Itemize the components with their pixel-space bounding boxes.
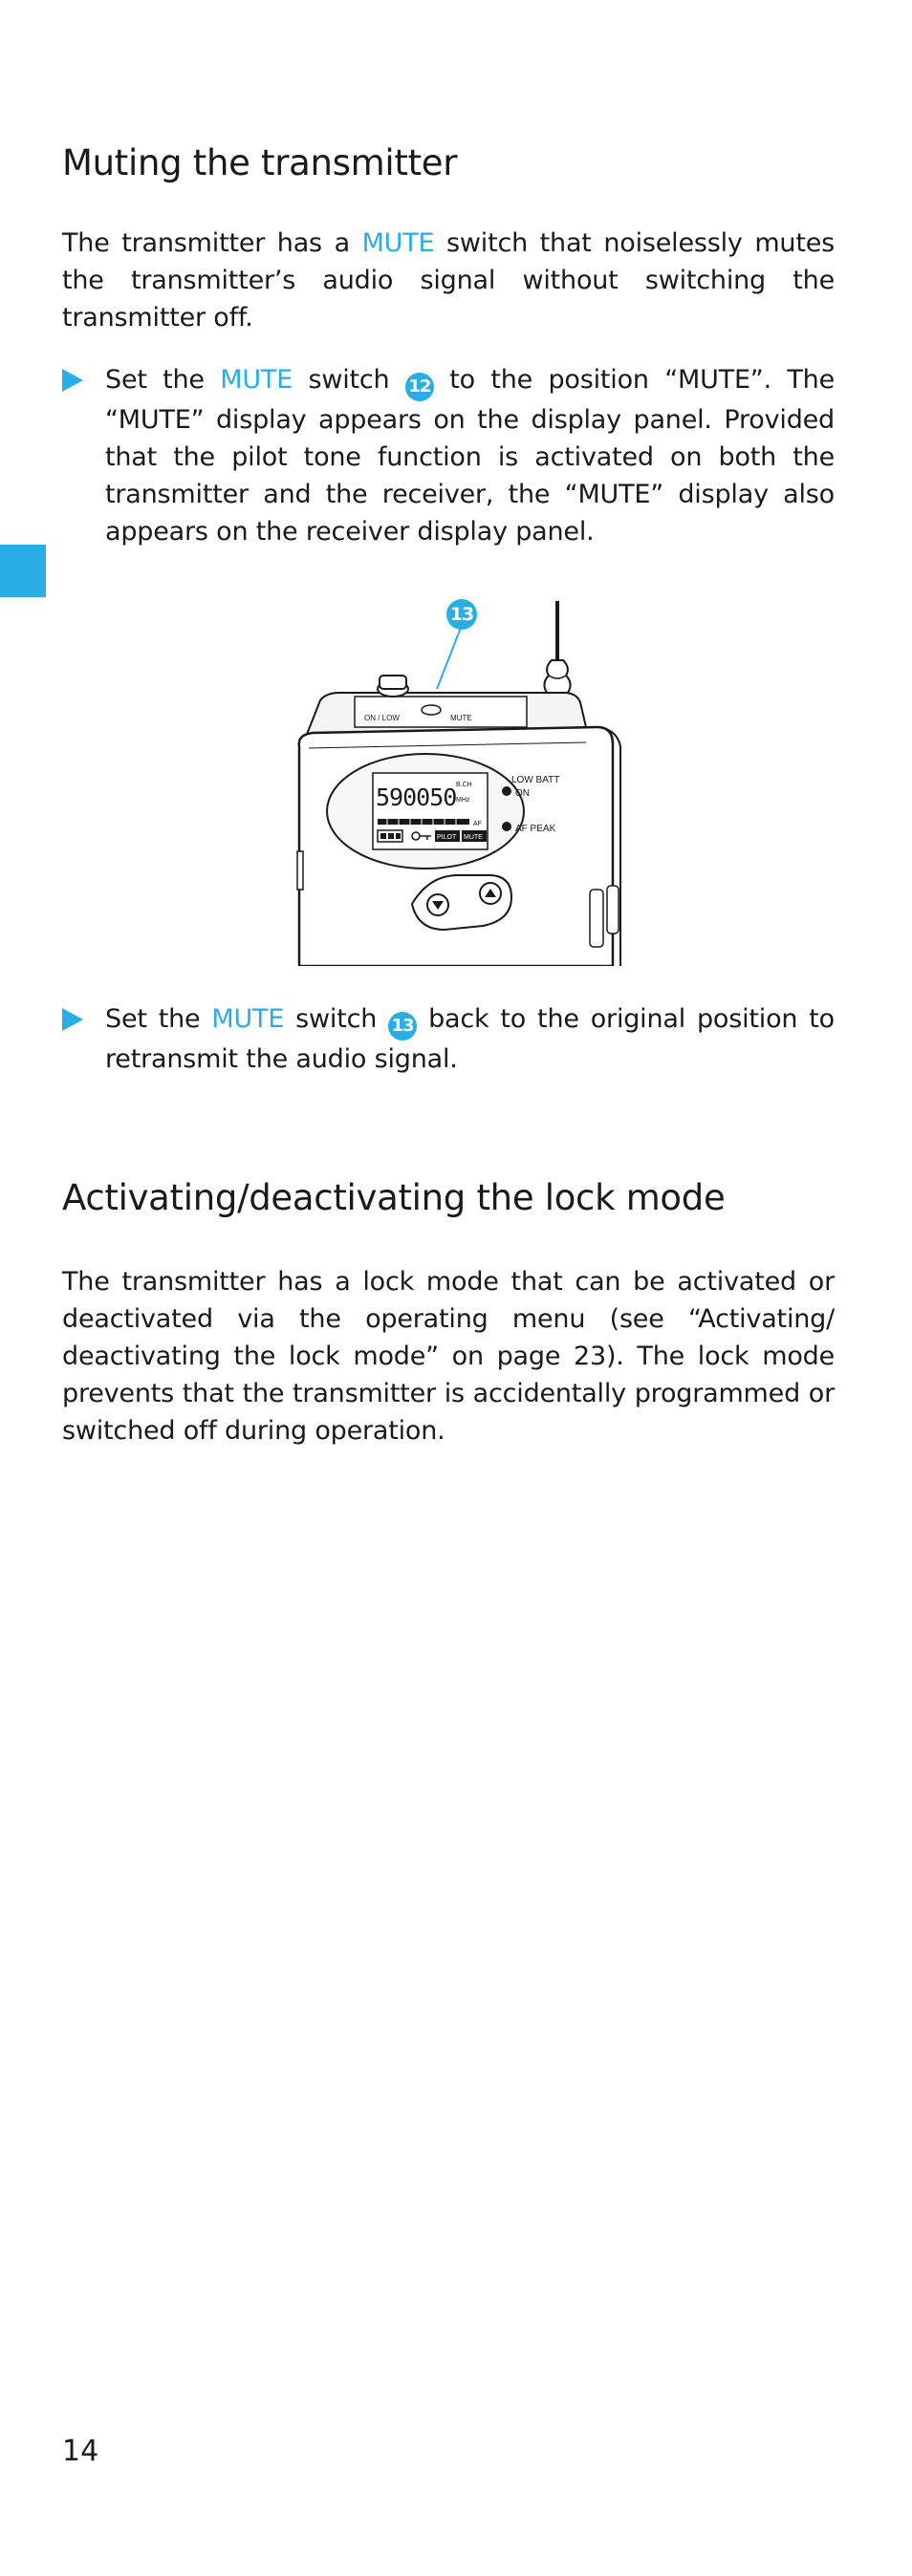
bullet-arrow-icon	[62, 361, 105, 398]
on-label: ON	[515, 788, 530, 800]
step-text	[105, 361, 835, 550]
low-batt-label: LOW BATT	[511, 775, 560, 786]
step-text	[105, 1000, 835, 1078]
lcd-ch-label: B.CH	[456, 782, 472, 789]
page-number: 14	[62, 2435, 99, 2468]
lcd-level-meter	[378, 819, 469, 825]
step-text-before: Set the	[105, 365, 221, 396]
instruction-step-mute-off	[62, 1000, 835, 1078]
step-text-after: back to the original position to retransmit the audio signal.	[105, 1004, 836, 1075]
callout-badge-13: 13	[388, 1012, 417, 1041]
mute-keyword: MUTE	[211, 1004, 285, 1035]
instruction-step-mute-on	[62, 361, 835, 550]
section-title-muting: Muting the transmitter	[62, 142, 458, 183]
muting-intro-paragraph	[62, 225, 835, 336]
lcd-mhz-label: MHz	[456, 797, 470, 805]
up-button-icon	[480, 883, 501, 904]
intro-text-before: The transmitter has a	[62, 228, 362, 259]
callout-badge-13: 13	[446, 599, 477, 630]
top-label-left: ON / LOW	[364, 714, 400, 723]
step-text-after: to the position “MUTE”. The “MUTE” display appears on the display panel. Provided that the pilot tone function is activated on both the transmitter and the receiver, the “MUTE” display also appears on the receiver display panel.	[105, 365, 835, 547]
transmitter-illustration	[62, 584, 835, 966]
bullet-arrow-icon	[62, 1000, 105, 1038]
step-text-mid: switch	[284, 1004, 389, 1035]
lcd-mute-label: MUTE	[464, 834, 483, 842]
step-text-before: Set the	[105, 1004, 212, 1035]
lcd-battery-icon	[378, 830, 402, 842]
section-title-lock-mode: Activating/deactivating the lock mode	[62, 1177, 726, 1219]
af-peak-led	[502, 822, 511, 831]
step-text-mid: switch	[293, 365, 405, 396]
top-label-right: MUTE	[450, 714, 472, 723]
low-batt-led	[502, 786, 511, 796]
page-content	[62, 134, 835, 1449]
af-peak-label: AF PEAK	[515, 824, 556, 835]
mute-keyword: MUTE	[220, 365, 293, 396]
lock-mode-paragraph: The transmitter has a lock mode that can be activated or deactivated via the operating menu (see “Activating/ deactivating the lock mode” on page 23). The lock mode prevents that the transmitter is accidentally programmed or switched off during operation.	[62, 1266, 835, 1446]
intro-text-after: switch that noiselessly mutes the transmitter’s audio signal without switching the transmitter off.	[62, 228, 835, 333]
lcd-af-label: AF	[473, 821, 482, 828]
down-button-icon	[427, 894, 448, 915]
lcd-pilot-label: PILOT	[437, 834, 457, 842]
callout-badge-12: 12	[405, 373, 434, 401]
mute-keyword: MUTE	[361, 228, 435, 259]
bodypack-transmitter-drawing	[62, 584, 835, 966]
lcd-frequency-readout: 590050	[376, 784, 457, 812]
chapter-tab-marker	[0, 545, 46, 597]
